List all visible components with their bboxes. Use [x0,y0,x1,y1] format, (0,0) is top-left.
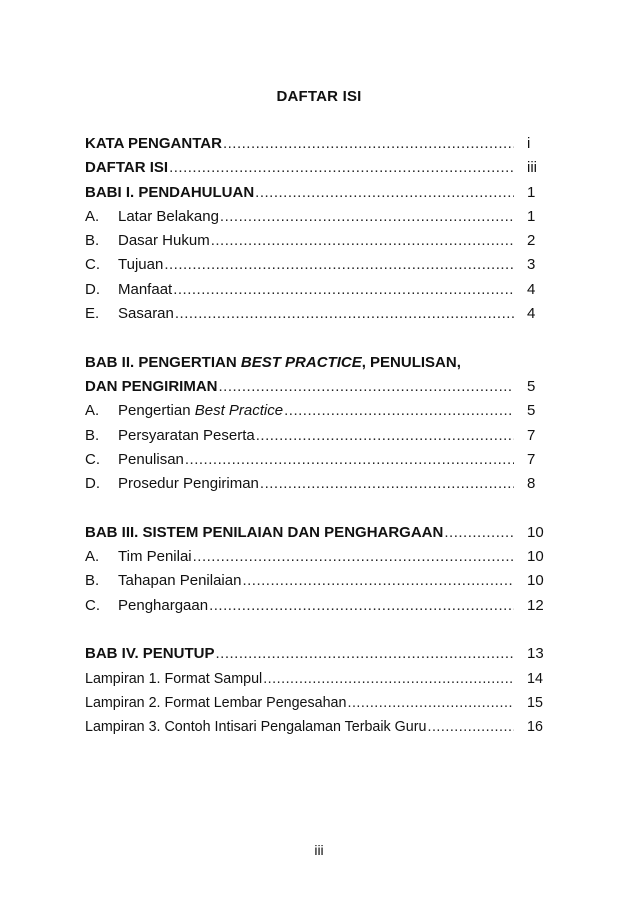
toc-entry-title-part: BAB II. PENGERTIAN [85,353,241,371]
toc-dot-leader [263,667,514,691]
toc-entry-page: 13 [527,645,544,663]
toc-entry-title [118,399,283,423]
toc-entry-title-part: BEST PRACTICE [240,353,362,371]
toc-entry-title: Lampiran 3. Contoh Intisari Pengalaman Terbaik Guru [85,719,427,736]
toc-entry [85,521,555,545]
toc-entry-page: 7 [527,426,536,444]
toc-entry-title: KATA PENGANTAR [85,135,222,152]
page-title: DAFTAR ISI [276,88,362,105]
toc-entry-page: 3 [527,256,536,274]
toc-entry-title: Penulisan [118,450,184,468]
toc-entry-page: 5 [527,377,536,395]
toc-entry-page: 4 [527,305,536,323]
toc-dot-leader [255,181,514,205]
toc-entry [85,302,555,326]
toc-entry-title-part: Pengertian [118,402,195,420]
toc-entry [85,642,555,666]
toc-dot-leader [193,545,514,569]
toc-dot-leader [220,205,514,229]
toc-dot-leader [175,302,514,326]
toc-entry-letter: C. [85,450,100,468]
toc-dot-leader [347,691,514,715]
toc-dot-leader [219,375,514,399]
toc-dot-leader [284,399,514,423]
toc-entry [85,205,555,229]
toc-entry [85,375,555,399]
toc-entry-title: DAFTAR ISI [85,159,169,177]
toc-entry-page: 4 [527,280,536,298]
toc-entry [85,229,555,253]
toc-entry [85,472,555,496]
toc-entry [85,691,555,715]
toc-entry-title: Lampiran 1. Format Sampul [85,670,263,687]
toc-entry-page: 2 [527,232,536,250]
toc-entry [85,399,555,423]
toc-entry-page: 1 [527,207,536,225]
toc-entry-title: Tahapan Penilaian [118,572,242,590]
toc-dot-leader [242,569,514,593]
toc-entry-title: Latar Belakang [118,207,219,225]
toc-dot-leader [211,229,514,253]
toc-entry [85,594,555,618]
toc-dot-leader [169,156,514,180]
toc-entry [85,667,555,691]
toc-entry [85,448,555,472]
toc-entry-letter: D. [85,475,100,493]
toc-entry-title: Sasaran [118,305,174,323]
toc-entry [85,351,555,375]
toc-entry [85,545,555,569]
toc-entry-letter: A. [85,548,100,566]
toc-entry-title: Dasar Hukum [118,232,210,250]
toc-dot-leader [223,132,514,156]
toc-entry-page: 8 [527,475,536,493]
toc-entry-letter: B. [85,426,100,444]
toc-entry-page: 5 [527,402,536,420]
toc-entry-page: 10 [527,572,544,590]
toc-entry [85,715,555,739]
toc-entry-page: 7 [527,450,536,468]
toc-dot-leader [260,472,514,496]
toc-entry [85,132,555,156]
toc-dot-leader [215,642,514,666]
toc-entry [85,253,555,277]
toc-entry [85,569,555,593]
toc-entry-page: 15 [527,694,543,711]
toc-entry-title-part: , PENULISAN, [361,353,461,371]
toc-dot-leader [256,424,514,448]
toc-entry-letter: E. [85,305,100,323]
page-number: iii [314,842,324,858]
toc-entry-title: Persyaratan Peserta [118,426,255,444]
toc-entry-page: 12 [527,596,544,614]
toc-dot-leader [185,448,514,472]
toc-entry [85,181,555,205]
toc-entry-title: Penghargaan [118,596,209,614]
toc-entry-title: DAN PENGIRIMAN [85,377,218,395]
toc-entry [85,156,555,180]
toc-entry-title: Tujuan [118,256,164,274]
toc-dot-leader [209,594,514,618]
toc-entry-letter: B. [85,572,100,590]
toc-entry-page: 16 [527,719,543,736]
toc-entry-letter: C. [85,256,100,274]
toc-entry-title [85,351,461,375]
toc-entry [85,278,555,302]
table-of-contents [85,132,555,739]
toc-entry-letter: A. [85,402,100,420]
toc-entry-page: 1 [527,183,536,201]
toc-entry-page: i [527,135,531,152]
toc-entry-title: Tim Penilai [118,548,192,566]
toc-entry-page: iii [527,159,537,177]
toc-entry-page: 10 [527,548,544,566]
toc-dot-leader [444,521,514,545]
toc-entry-title: Lampiran 2. Format Lembar Pengesahan [85,694,347,711]
toc-entry [85,424,555,448]
toc-dot-leader [164,253,514,277]
toc-entry-title-part: Best Practice [194,402,284,420]
toc-entry-letter: C. [85,596,100,614]
toc-entry-page: 14 [527,670,543,687]
toc-entry-title: BAB III. SISTEM PENILAIAN DAN PENGHARGAAN [85,523,444,541]
toc-entry-title: BABI I. PENDAHULUAN [85,183,255,201]
toc-entry-page: 10 [527,523,544,541]
toc-entry-title: BAB IV. PENUTUP [85,645,215,663]
toc-entry-title: Manfaat [118,280,173,298]
toc-entry-letter: A. [85,207,100,225]
toc-dot-leader [173,278,514,302]
toc-dot-leader [427,715,514,739]
toc-entry-letter: B. [85,232,100,250]
toc-entry-letter: D. [85,280,100,298]
toc-entry-title: Prosedur Pengiriman [118,475,259,493]
